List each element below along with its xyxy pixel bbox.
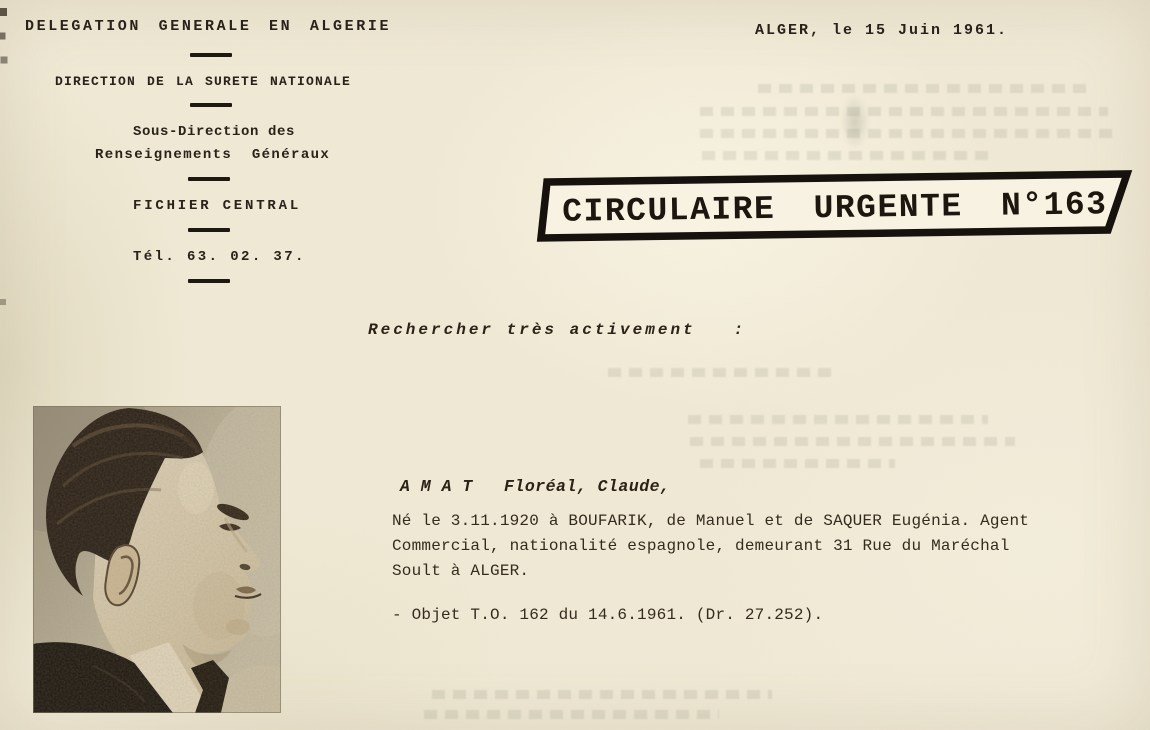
notice-body-line: Né le 3.11.1920 à BOUFARIK, de Manuel et de SAQUER Eugénia. Agent xyxy=(392,512,1030,530)
dateline: ALGER, le 15 Juin 1961. xyxy=(755,22,1009,39)
suspect-photo xyxy=(33,406,281,713)
stamp-text: CIRCULAIRE URGENTE N°163 xyxy=(562,186,1108,231)
divider-rule xyxy=(188,177,230,181)
urgent-circular-stamp xyxy=(535,163,1140,251)
photo-sepia-tint xyxy=(33,406,281,713)
bleed-through-smudge xyxy=(841,94,869,150)
suspect-name: A M A T Floréal, Claude, xyxy=(400,477,671,496)
bleed-through-mark xyxy=(424,710,719,719)
bleed-through-mark xyxy=(758,84,1088,93)
org-fichier-central: FICHIER CENTRAL xyxy=(133,198,302,214)
notice-body-line: Soult à ALGER. xyxy=(392,562,530,580)
divider-rule xyxy=(190,103,232,107)
bleed-through-mark xyxy=(608,368,833,377)
org-sous-direction-line1: Sous-Direction des xyxy=(133,124,296,140)
divider-rule xyxy=(188,228,230,232)
instruction-line: Rechercher très activement : xyxy=(368,321,747,339)
notice-body-line: Commercial, nationalité espagnole, demeurant 31 Rue du Maréchal xyxy=(392,537,1010,555)
bleed-through-mark xyxy=(688,415,988,424)
bleed-through-mark xyxy=(690,437,1015,446)
org-delegation: DELEGATION GENERALE EN ALGERIE xyxy=(25,18,392,35)
org-direction: DIRECTION DE LA SURETE NATIONALE xyxy=(55,74,352,89)
bleed-through-mark xyxy=(700,107,1108,116)
divider-rule xyxy=(188,279,230,283)
bleed-through-mark xyxy=(702,151,992,160)
bleed-through-mark xyxy=(700,459,895,468)
reference-line: - Objet T.O. 162 du 14.6.1961. (Dr. 27.252). xyxy=(392,606,824,624)
divider-rule xyxy=(190,53,232,57)
bleed-through-mark xyxy=(432,690,772,699)
org-telephone: Tél. 63. 02. 37. xyxy=(133,249,306,265)
bleed-through-mark xyxy=(700,129,1115,138)
paper-speck-marks xyxy=(0,0,4,4)
org-sous-direction-line2: Renseignements Généraux xyxy=(95,147,331,163)
